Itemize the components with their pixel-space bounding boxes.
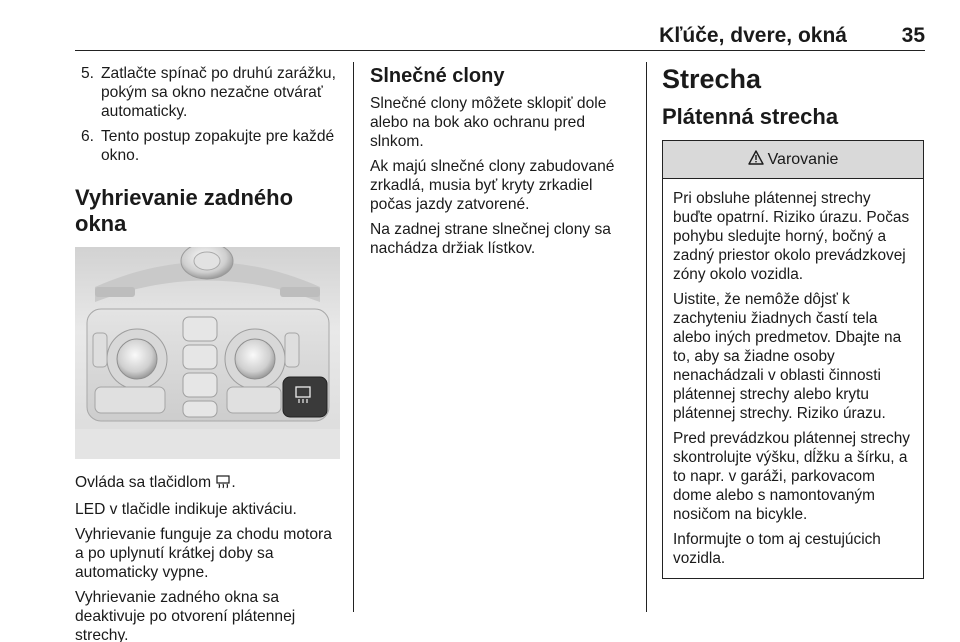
warning-paragraph-2: Uistite, že nemôže dôjsť k zachyteniu žiadnych častí tela alebo iných predmetov. Dbajte na to, aby sa žiadne osoby nenachádzali v oblasti činnosti plátennej strechy alebo krytu plátennej strechy. Riziko úrazu. [673, 291, 902, 422]
step-number: 6. [81, 128, 95, 145]
step-number: 5. [81, 65, 95, 82]
paragraph-ticket-holder: Na zadnej strane slnečnej clony sa nachádza držiak lístkov. [370, 221, 611, 257]
step-text: Tento postup zopakujte pre každé okno. [101, 128, 335, 164]
column-divider-1 [353, 62, 354, 612]
column-2 [370, 64, 632, 264]
step-6 [75, 127, 340, 165]
climate-control-panel-photo [75, 247, 340, 459]
text: Ovláda sa tlačidlom [75, 474, 212, 491]
section-heading-roof: Strecha [662, 64, 762, 94]
paragraph-led: LED v tlačidle indikuje aktiváciu. [75, 501, 297, 518]
warning-box [662, 140, 924, 579]
paragraph-sun-visors-fold: Slnečné clony môžete sklopiť dole alebo na bok ako ochranu pred slnkom. [370, 95, 607, 150]
page-header [75, 24, 925, 52]
column-3 [662, 64, 924, 579]
running-title: Kľúče, dvere, okná [659, 24, 847, 47]
warning-paragraph-4: Informujte o tom aj cestujúcich vozidla. [673, 531, 881, 567]
step-text: Zatlačte spínač po druhú zarážku, pokým sa okno nezačne otvárať automaticky. [101, 65, 336, 120]
paragraph-heating-operation: Vyhrievanie funguje za chodu motora a po uplynutí krátkej doby sa automaticky vypne. [75, 526, 332, 581]
warning-paragraph-3: Pred prevádzkou plátennej strechy skontrolujte výšku, dĺžku a šírku, a to napr. v garáži, parkovacom dome alebo s namontovaným nosičom na bicykle. [673, 430, 910, 523]
warning-header [663, 141, 923, 179]
warning-label: Varovanie [767, 150, 839, 168]
text: . [231, 474, 236, 491]
section-heading-rear-window-heating: Vyhrievanie zadného okna [75, 185, 294, 236]
paragraph-sun-visors-mirrors: Ak majú slnečné clony zabudované zrkadlá, musia byť kryty zrkadiel počas jazdy zatvorené. [370, 158, 615, 213]
header-rule [75, 50, 925, 51]
climate-panel-illustration [75, 247, 340, 459]
warning-paragraph-1: Pri obsluhe plátennej strechy buďte opatrní. Riziko úrazu. Počas pohybu sledujte horný, bočný a zadný priestor okolo prevádzkovej zóny okolo vozidla. [673, 190, 910, 283]
column-1 [75, 64, 340, 642]
paragraph-deactivation: Vyhrievanie zadného okna sa deaktivuje po otvorení plátennej strechy. [75, 589, 296, 642]
column-divider-2 [646, 62, 647, 612]
page-number: 35 [901, 24, 925, 47]
warning-triangle-icon [748, 150, 764, 170]
subsection-heading-convertible-top: Plátenná strecha [662, 104, 839, 129]
paragraph-control-button [75, 473, 340, 494]
rear-window-heater-icon [215, 475, 231, 494]
warning-body [663, 179, 923, 578]
section-heading-sun-visors: Slnečné clony [370, 65, 505, 87]
step-5 [75, 64, 340, 121]
